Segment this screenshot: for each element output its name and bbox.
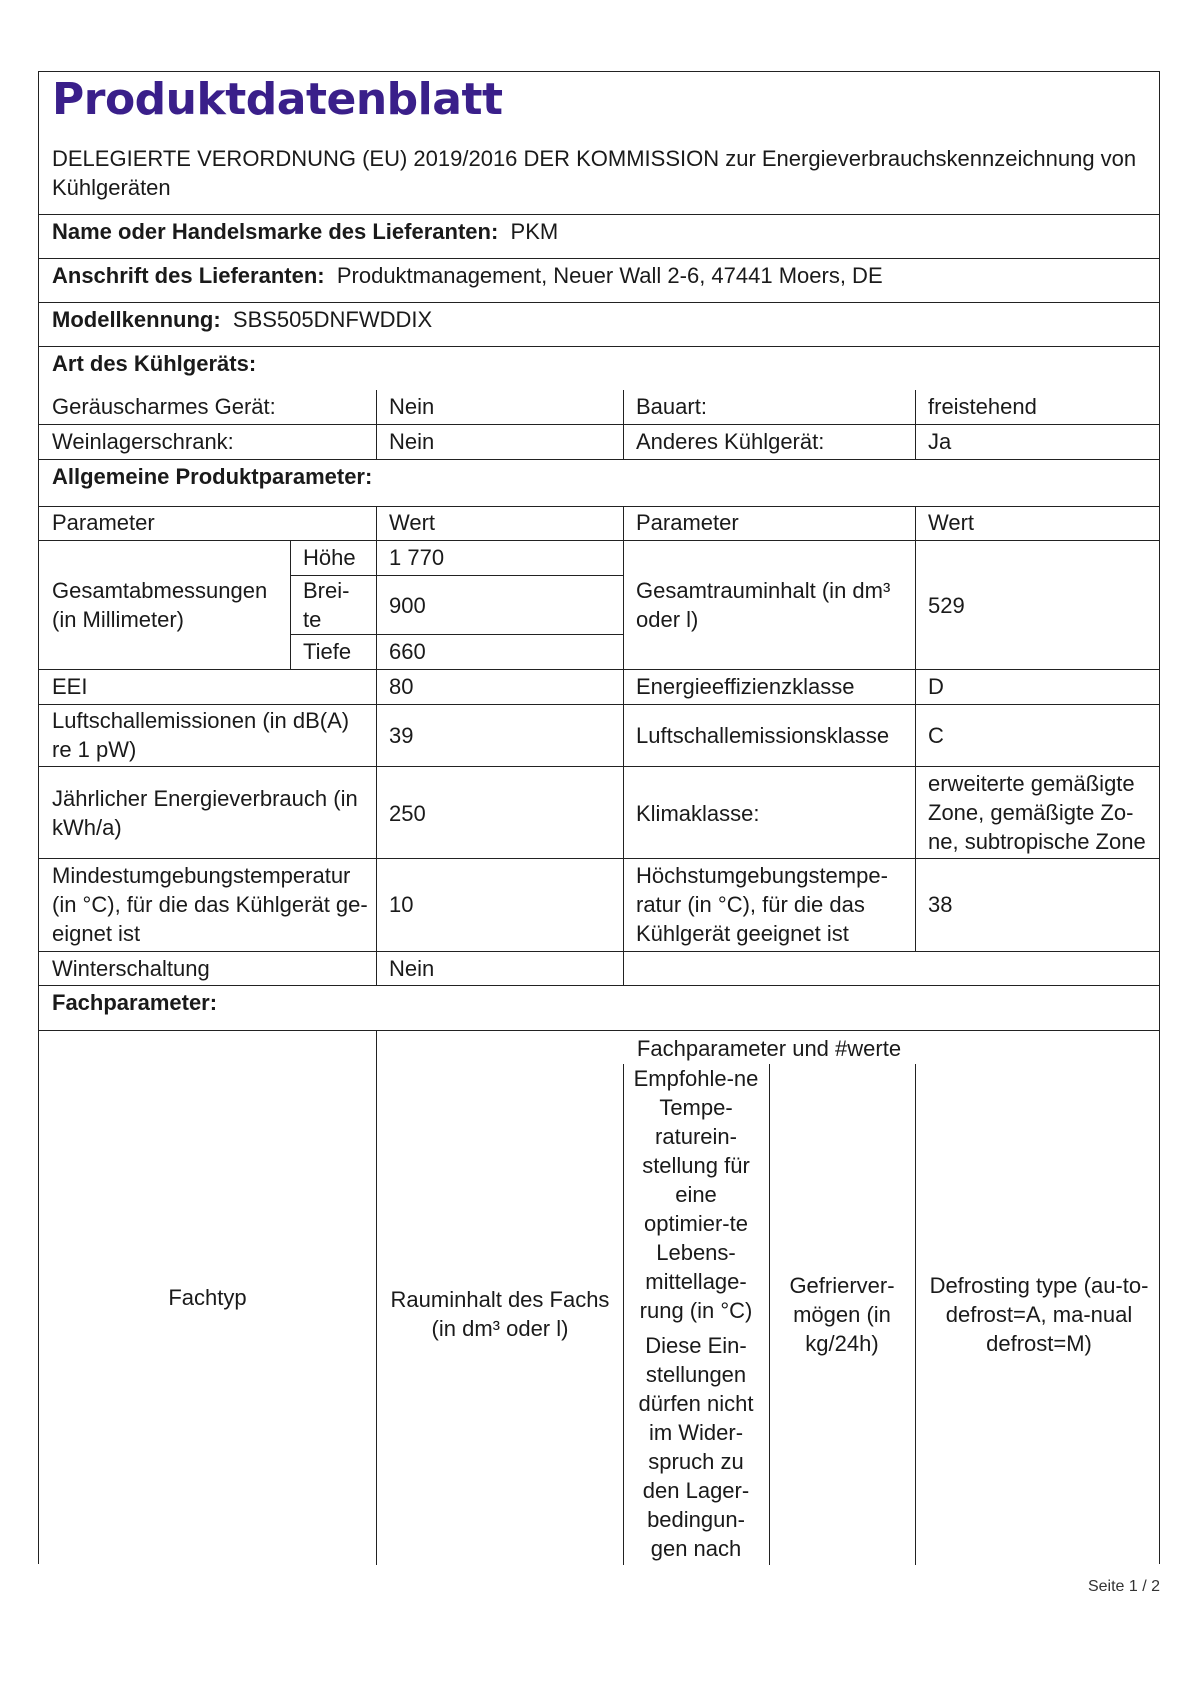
design-value: freistehend bbox=[928, 394, 1037, 419]
rule bbox=[39, 858, 1159, 859]
col-freezing-capacity: Gefrierver-mögen (in kg/24h) bbox=[789, 1273, 895, 1356]
model-value: SBS505DNFWDDIX bbox=[232, 307, 433, 332]
height-label: Höhe bbox=[303, 545, 356, 570]
rule bbox=[39, 766, 1159, 767]
rule bbox=[39, 540, 1159, 541]
col-temp-note: Diese Ein-stellungen dürfen nicht im Wider-spruch zu den Lager-bedingun-gen nach bbox=[638, 1333, 754, 1561]
energy-class-label: Energieeffizienzklasse bbox=[636, 674, 855, 699]
energy-class-value: D bbox=[928, 674, 944, 699]
rule bbox=[623, 1064, 624, 1565]
eei-value: 80 bbox=[389, 674, 414, 699]
supplier-name-row bbox=[52, 217, 558, 246]
climate-value: erweiterte gemäßigte Zone, gemäßigte Zo-ne, subtropische Zone bbox=[928, 771, 1146, 854]
datasheet-frame bbox=[38, 71, 1160, 1564]
dimensions-label: Gesamtabmessungen (in Millimeter) bbox=[52, 578, 268, 632]
noise-value: 39 bbox=[389, 723, 414, 748]
max-temp-label: Höchstumgebungstempe-ratur (in °C), für die das Kühlgerät geeignet ist bbox=[636, 863, 888, 946]
depth-value: 660 bbox=[389, 639, 426, 664]
rule bbox=[39, 459, 1159, 460]
rule bbox=[915, 1064, 916, 1565]
rule bbox=[39, 985, 1159, 986]
wine-label: Weinlagerschrank: bbox=[52, 429, 234, 454]
rule bbox=[290, 540, 291, 669]
regulation-subtitle: DELEGIERTE VERORDNUNG (EU) 2019/2016 DER KOMMISSION zur Energieverbrauchskennzeichnung von Kühlgeräten bbox=[52, 146, 1137, 200]
supplier-address-value: Produktmanagement, Neuer Wall 2-6, 47441 Moers, DE bbox=[336, 263, 883, 288]
device-type-heading: Art des Kühlgeräts: bbox=[52, 351, 257, 376]
model-label: Modellkennung: bbox=[52, 307, 221, 332]
rule bbox=[39, 704, 1159, 705]
other-label: Anderes Kühlgerät: bbox=[636, 429, 825, 454]
rule bbox=[39, 506, 1159, 507]
model-row bbox=[52, 305, 432, 334]
rule bbox=[623, 506, 624, 985]
winter-label: Winterschaltung bbox=[52, 956, 210, 981]
col-compartment-volume: Rauminhalt des Fachs (in dm³ oder l) bbox=[390, 1287, 610, 1341]
noise-label: Luftschallemissionen (in dB(A) re 1 pW) bbox=[52, 708, 350, 762]
rule bbox=[915, 506, 916, 951]
noise-class-value: C bbox=[928, 723, 944, 748]
col-defrosting-type: Defrosting type (au-to-defrost=A, ma-nual defrost=M) bbox=[929, 1273, 1149, 1356]
rule bbox=[39, 951, 1159, 952]
volume-label: Gesamtrauminhalt (in dm³ oder l) bbox=[636, 578, 891, 632]
rule bbox=[39, 669, 1159, 670]
rule bbox=[290, 634, 623, 635]
supplier-address-label: Anschrift des Lieferanten: bbox=[52, 263, 325, 288]
annual-energy-label: Jährlicher Energieverbrauch (in kWh/a) bbox=[52, 786, 358, 840]
wine-value: Nein bbox=[389, 429, 435, 454]
rule bbox=[376, 1030, 377, 1565]
rule bbox=[376, 390, 377, 459]
winter-value: Nein bbox=[389, 956, 435, 981]
page-number: Seite 1 / 2 bbox=[1087, 1578, 1160, 1595]
rule bbox=[39, 302, 1159, 303]
col-value-header: Wert bbox=[389, 510, 436, 535]
supplier-name-label: Name oder Handelsmarke des Lieferanten: bbox=[52, 219, 499, 244]
width-value: 900 bbox=[389, 593, 426, 618]
supplier-name-value: PKM bbox=[510, 219, 559, 244]
col-recommended-temp: Empfohle-ne Tempe-raturein-stellung für eine optimier-te Lebens-mittellage-rung (in °C) bbox=[633, 1066, 759, 1323]
rule bbox=[376, 506, 377, 985]
col-value-header: Wert bbox=[928, 510, 975, 535]
compartment-heading: Fachparameter: bbox=[52, 990, 218, 1015]
rule bbox=[39, 346, 1159, 347]
width-label: Brei-te bbox=[303, 578, 350, 632]
depth-label: Tiefe bbox=[303, 639, 352, 664]
eei-label: EEI bbox=[52, 674, 88, 699]
max-temp-value: 38 bbox=[928, 892, 953, 917]
compartment-group-header: Fachparameter und #werte bbox=[636, 1036, 902, 1061]
rule bbox=[623, 390, 624, 459]
volume-value: 529 bbox=[928, 593, 965, 618]
supplier-address-row bbox=[52, 261, 883, 290]
low-noise-label: Geräuscharmes Gerät: bbox=[52, 394, 276, 419]
annual-energy-value: 250 bbox=[389, 801, 426, 826]
other-value: Ja bbox=[928, 429, 952, 454]
rule bbox=[769, 1064, 770, 1565]
low-noise-value: Nein bbox=[389, 394, 435, 419]
col-param-header: Parameter bbox=[636, 510, 739, 535]
design-label: Bauart: bbox=[636, 394, 707, 419]
general-heading: Allgemeine Produktparameter: bbox=[52, 464, 373, 489]
rule bbox=[39, 1030, 1159, 1031]
rule bbox=[39, 424, 1159, 425]
rule bbox=[39, 258, 1159, 259]
rule bbox=[915, 390, 916, 459]
col-param-header: Parameter bbox=[52, 510, 155, 535]
noise-class-label: Luftschallemissionsklasse bbox=[636, 723, 890, 748]
rule bbox=[39, 214, 1159, 215]
min-temp-value: 10 bbox=[389, 892, 414, 917]
page-title: Produktdatenblatt bbox=[52, 74, 503, 125]
climate-label: Klimaklasse: bbox=[636, 801, 760, 826]
min-temp-label: Mindestumgebungstemperatur (in °C), für die das Kühlgerät ge-eignet ist bbox=[52, 863, 368, 946]
height-value: 1 770 bbox=[389, 545, 445, 570]
col-compartment-type: Fachtyp bbox=[168, 1285, 247, 1310]
